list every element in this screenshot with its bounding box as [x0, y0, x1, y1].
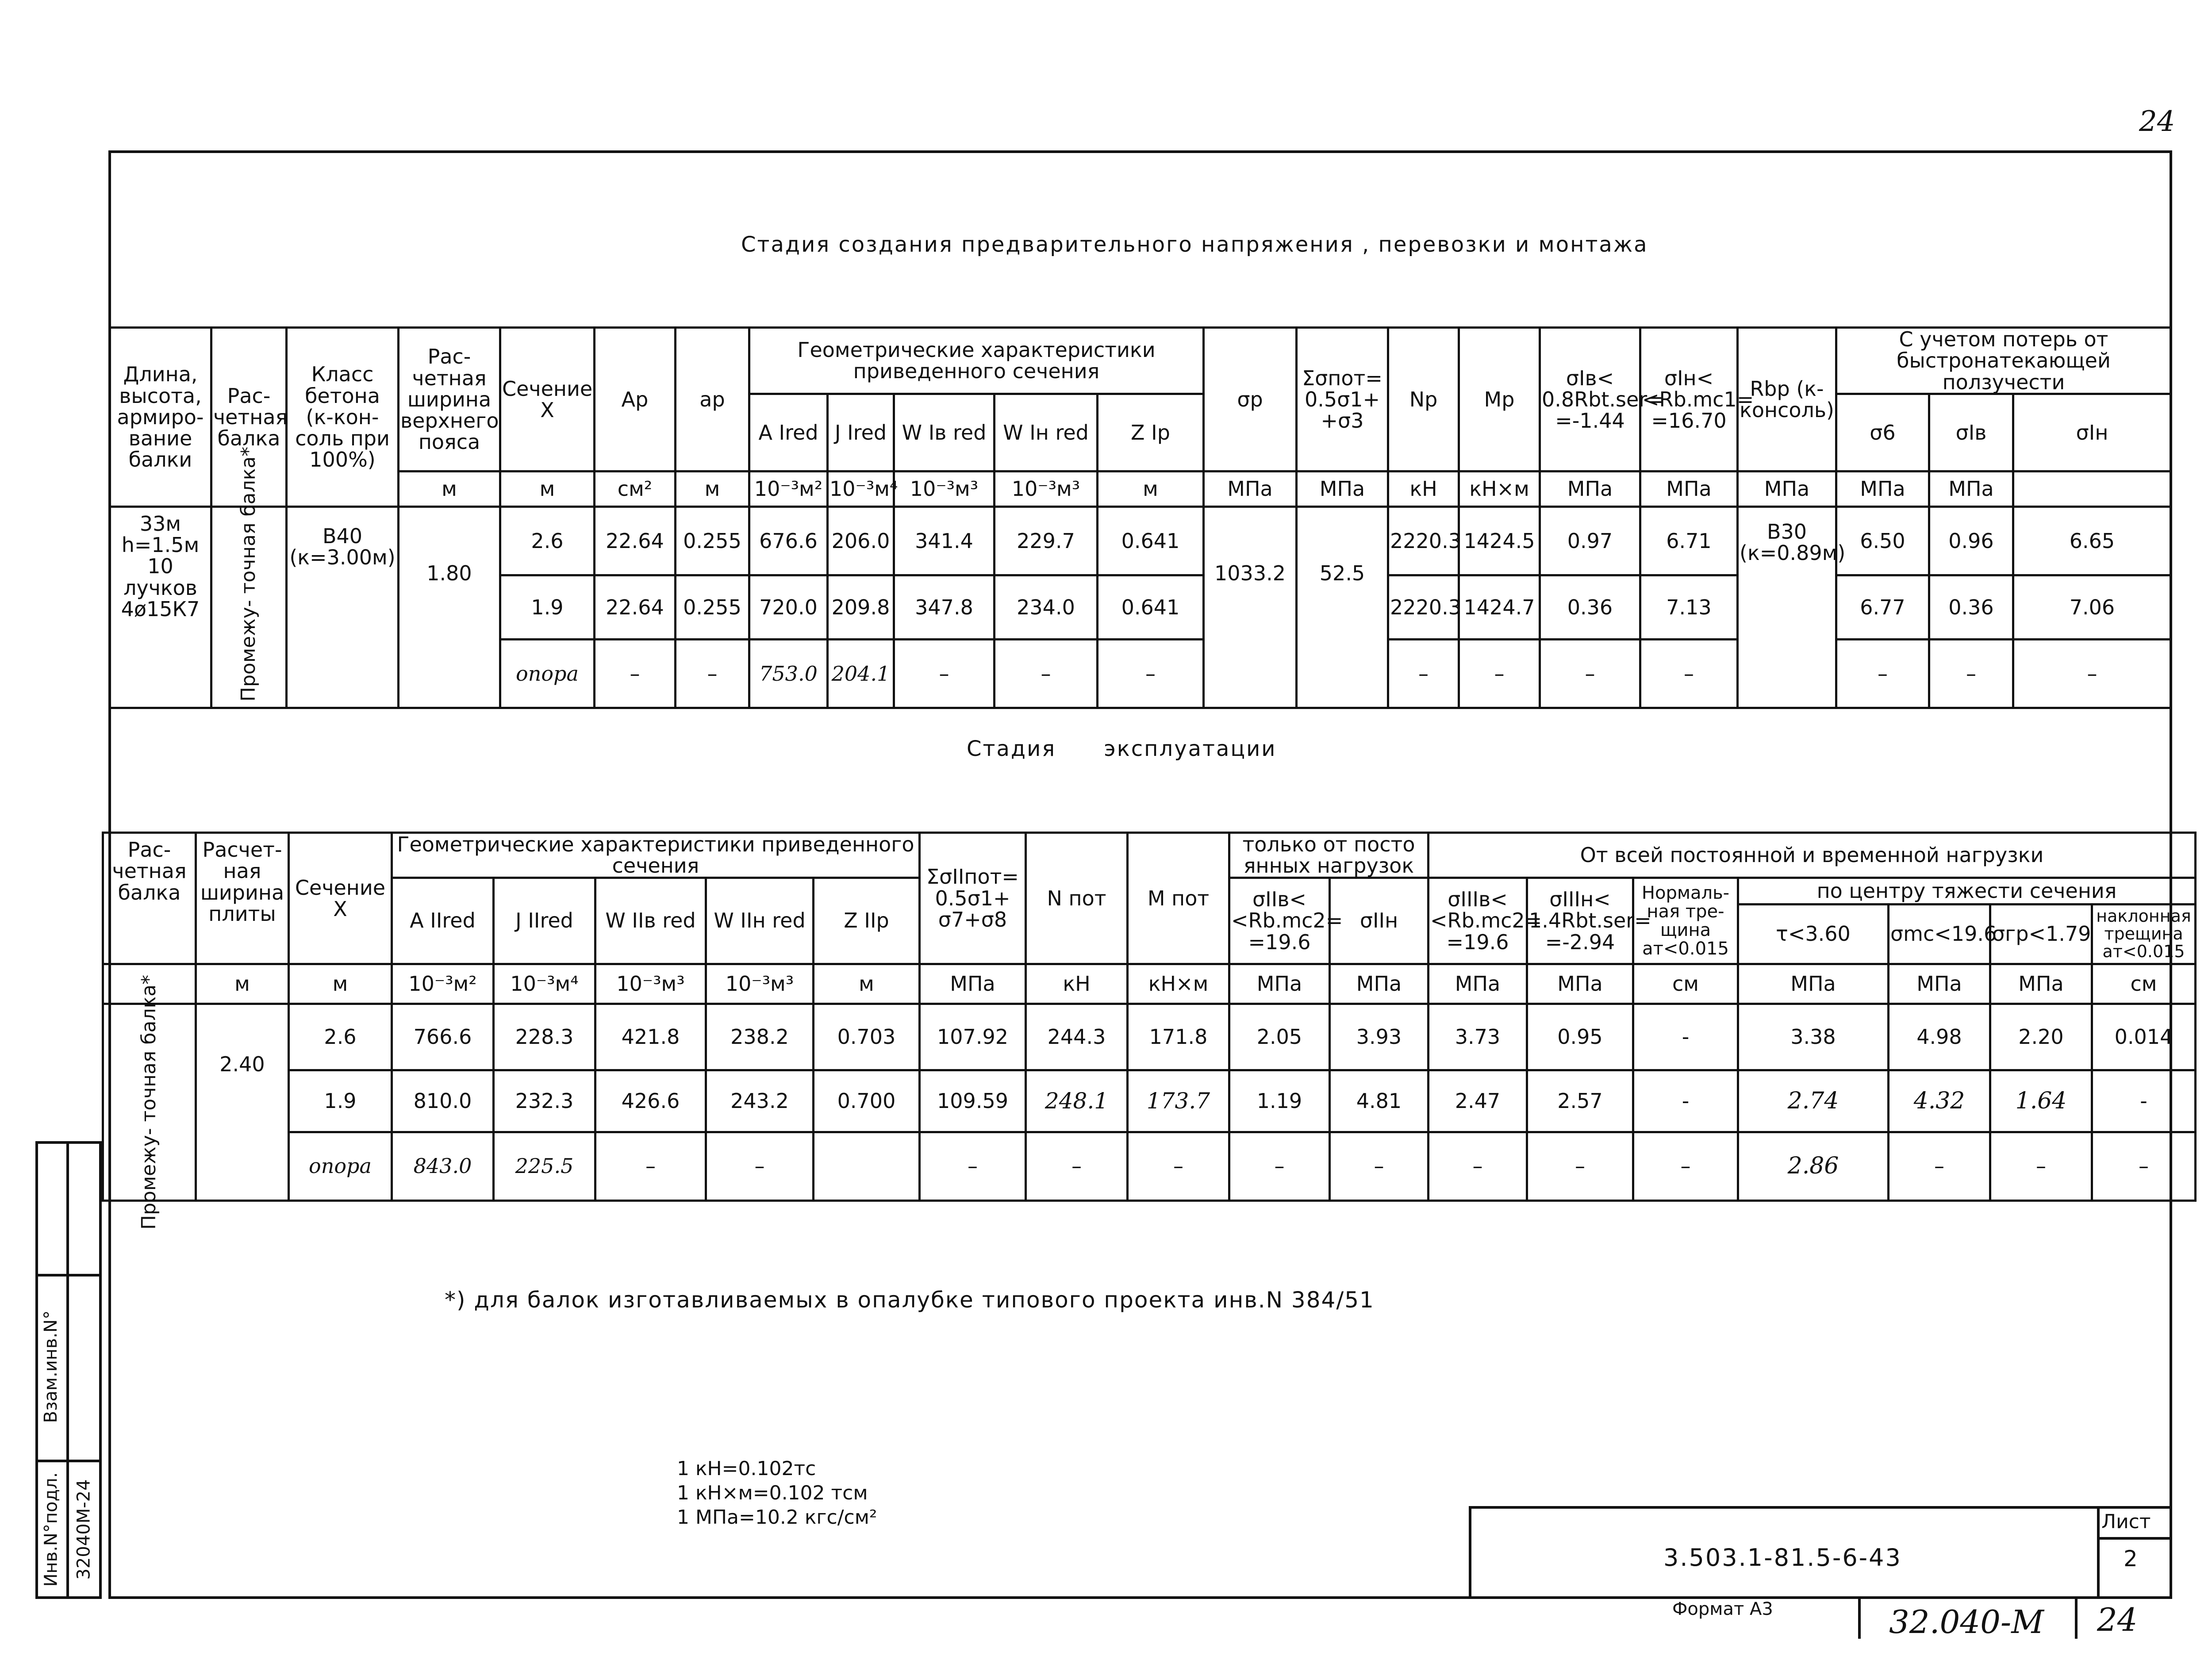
stage2-title: Стадия эксплуатации	[967, 736, 1277, 761]
side-inv: Инв.N°подл.	[41, 1472, 61, 1587]
cell: 228.3	[494, 1004, 595, 1070]
cell: опора	[500, 639, 595, 708]
cell: –	[1388, 639, 1459, 708]
unit-cell: МПа	[1540, 471, 1640, 506]
stage1-title: Стадия создания предварительного напряжения , перевозки и монтажа	[741, 232, 1648, 257]
cell: –	[995, 639, 1098, 708]
cell: –	[1459, 639, 1540, 708]
table-row	[103, 1070, 2196, 1132]
unit-cell: м	[289, 964, 392, 1004]
stage1-table	[108, 326, 2172, 709]
unit-cell: см	[1633, 964, 1738, 1004]
hdr2-beam: Рас- четная балка	[103, 833, 196, 964]
cell: 810.0	[392, 1070, 494, 1132]
cell: –	[920, 1132, 1026, 1200]
cell: 0.255	[676, 575, 749, 639]
cell: 0.700	[814, 1070, 920, 1132]
unit-cell: 10⁻³м⁴	[494, 964, 595, 1004]
hdr2-section: Сечение X	[289, 833, 392, 964]
unit-cell: кН×м	[1128, 964, 1229, 1004]
hdr2-npot: N пот	[1026, 833, 1128, 964]
cell: 244.3	[1026, 1004, 1128, 1070]
unit-cell: МПа	[1229, 964, 1330, 1004]
concrete-val: В40 (к=3.00м)	[287, 506, 399, 639]
cell	[814, 1132, 920, 1200]
hdr2-perm-sb: σIIв< <Rb.mc2= =19.6	[1229, 878, 1330, 964]
hdr2-sgr: σгр<1.79	[1990, 904, 2092, 964]
hdr2-ared: A IIred	[392, 878, 494, 964]
hdr-rbp: Rbр (к-консоль)	[1738, 328, 1836, 472]
unit-cell: м	[814, 964, 920, 1004]
width2-val: 2.40	[196, 1004, 289, 1200]
cell: 229.7	[995, 506, 1098, 575]
unit-cell: МПа	[1836, 471, 1929, 506]
stamp-sheet: 2	[2124, 1546, 2138, 1572]
cell: –	[1889, 1132, 1990, 1200]
hdr-zp: Z Iр	[1098, 394, 1204, 471]
beam-type	[211, 446, 287, 708]
cell: –	[706, 1132, 814, 1200]
unit-cell: МПа	[1738, 471, 1836, 506]
conversion-line: 1 кН×м=0.102 тсм	[677, 1482, 868, 1504]
unit-cell: МПа	[1889, 964, 1990, 1004]
unit-cell: 10⁻³м³	[706, 964, 814, 1004]
empty-cell	[1297, 639, 1388, 708]
cell: –	[1633, 1132, 1738, 1200]
cell: 225.5	[494, 1132, 595, 1200]
hdr-geom: Геометрические характеристики приведенного сечения	[749, 328, 1204, 394]
cell: 232.3	[494, 1070, 595, 1132]
hdr-wred-n: W Iн red	[995, 394, 1098, 471]
unit-cell: кН	[1026, 964, 1128, 1004]
cell: –	[1929, 639, 2013, 708]
hdr-sum-sigma: Σσпот= 0.5σ1+ +σ3	[1297, 328, 1388, 472]
cell: 2.57	[1527, 1070, 1633, 1132]
stamp-sheet-label: Лист	[2101, 1510, 2151, 1533]
cell: 22.64	[595, 506, 676, 575]
hdr-ared: A Ired	[749, 394, 828, 471]
cell: 0.703	[814, 1004, 920, 1070]
beam-type-2-label: Промежу- точная балка*	[138, 974, 161, 1230]
cell: 2.86	[1738, 1132, 1889, 1200]
cell: 347.8	[894, 575, 995, 639]
bottom-page: 24	[2097, 1601, 2138, 1638]
cell: 0.96	[1929, 506, 2013, 575]
cell: 421.8	[595, 1004, 706, 1070]
hdr2-sum-sigma: ΣσIIпот= 0.5σ1+ σ7+σ8	[920, 833, 1026, 964]
hdr2-tau: τ<3.60	[1738, 904, 1889, 964]
sigma-p-val: 1033.2	[1204, 506, 1297, 639]
unit-cell: 10⁻³м²	[392, 964, 494, 1004]
cell: –	[1229, 1132, 1330, 1200]
cell: 173.7	[1128, 1070, 1229, 1132]
cell: 2220.3	[1388, 575, 1459, 639]
unit-cell: МПа	[1429, 964, 1527, 1004]
cell: 2.05	[1229, 1004, 1330, 1070]
cell: 0.97	[1540, 506, 1640, 575]
empty-cell	[1204, 639, 1297, 708]
cell: –	[2092, 1132, 2196, 1200]
cell: 1.19	[1229, 1070, 1330, 1132]
hdr-a-p: aр	[676, 328, 749, 472]
cell: 171.8	[1128, 1004, 1229, 1070]
cell: 0.641	[1098, 575, 1204, 639]
unit-cell: 10⁻³м²	[749, 471, 828, 506]
unit-cell: МПа	[1527, 964, 1633, 1004]
cell: 243.2	[706, 1070, 814, 1132]
cell: 2.47	[1429, 1070, 1527, 1132]
cell: 6.65	[2013, 506, 2171, 575]
unit-cell: м	[399, 471, 500, 506]
cell: –	[1429, 1132, 1527, 1200]
cell: 2.6	[289, 1004, 392, 1070]
unit-cell: 10⁻³м³	[894, 471, 995, 506]
cell: 3.93	[1330, 1004, 1429, 1070]
cell: 4.32	[1889, 1070, 1990, 1132]
cell: –	[595, 1132, 706, 1200]
cell: –	[1128, 1132, 1229, 1200]
cell: 0.641	[1098, 506, 1204, 575]
width-val: 1.80	[399, 506, 500, 639]
cell: 234.0	[995, 575, 1098, 639]
table-row	[110, 506, 2171, 575]
cell: –	[1026, 1132, 1128, 1200]
cell: 7.06	[2013, 575, 2171, 639]
hdr-ap: Aр	[595, 328, 676, 472]
cell: –	[1527, 1132, 1633, 1200]
hdr-wred-b: W Iв red	[894, 394, 995, 471]
hdr2-perm-only: только от посто янных нагрузок	[1229, 833, 1429, 878]
hdr-section: Сечение X	[500, 328, 595, 472]
stamp-code: 3.503.1-81.5-6-43	[1663, 1544, 1902, 1572]
unit-cell: см²	[595, 471, 676, 506]
cell: 1.64	[1990, 1070, 2092, 1132]
cell: -	[2092, 1070, 2196, 1132]
empty-cell	[1738, 639, 1836, 708]
empty-cell	[399, 639, 500, 708]
cell: 4.81	[1330, 1070, 1429, 1132]
empty-cell	[287, 639, 399, 708]
stage2-table	[102, 832, 2197, 1230]
hdr2-sb3: σIIIв< <Rb.mc2= =19.6	[1429, 878, 1527, 964]
hdr2-wred-n: W IIн red	[706, 878, 814, 964]
cell: 0.36	[1540, 575, 1640, 639]
rbp-val: В30 (к=0.89м)	[1738, 506, 1836, 639]
hdr-jred: J Ired	[828, 394, 894, 471]
hdr2-all-loads: От всей постоянной и временной нагрузки	[1429, 833, 2196, 878]
beam-type-2	[103, 974, 196, 1230]
hdr-sigma-b: σIв< 0.8Rbt.ser= =-1.44	[1540, 328, 1640, 472]
cell: –	[894, 639, 995, 708]
table-row	[103, 1132, 2196, 1200]
bottom-code: 32.040-М	[1889, 1603, 2044, 1641]
side-vzam: Взам.инв.N°	[41, 1310, 61, 1423]
cell: 22.64	[595, 575, 676, 639]
cell: –	[1836, 639, 1929, 708]
hdr-beam: Рас- четная балка	[211, 328, 287, 507]
unit-cell: см	[2092, 964, 2196, 1004]
unit-cell: 10⁻³м³	[995, 471, 1098, 506]
hdr-sn: σIн	[2013, 394, 2171, 471]
cell: 206.0	[828, 506, 894, 575]
hdr-losses: С учетом потерь от быстронатекающей ползучести	[1836, 328, 2171, 394]
cell: 0.014	[2092, 1004, 2196, 1070]
hdr2-perm-sn: σIIн	[1330, 878, 1429, 964]
side-inv-val: 32040М-24	[74, 1479, 94, 1580]
beam-type-label: Промежу- точная балка*	[237, 446, 260, 702]
cell: –	[676, 639, 749, 708]
cell: 2.74	[1738, 1070, 1889, 1132]
cell: –	[1990, 1132, 2092, 1200]
unit-cell: м	[1098, 471, 1204, 506]
cell: 6.77	[1836, 575, 1929, 639]
cell: –	[1098, 639, 1204, 708]
unit-cell: МПа	[1640, 471, 1738, 506]
hdr-width: Рас- четная ширина верхнего пояса	[399, 328, 500, 472]
page-number-top: 24	[2139, 105, 2175, 138]
hdr2-width: Расчет- ная ширина плиты	[196, 833, 289, 964]
cell: 107.92	[920, 1004, 1026, 1070]
hdr-mp: Mр	[1459, 328, 1540, 472]
hdr2-center: по центру тяжести сечения	[1738, 878, 2196, 904]
hdr2-wred-b: W IIв red	[595, 878, 706, 964]
cell: 1.9	[289, 1070, 392, 1132]
cell: -	[1633, 1004, 1738, 1070]
unit-cell: МПа	[1990, 964, 2092, 1004]
unit-cell: м	[196, 964, 289, 1004]
cell: 248.1	[1026, 1070, 1128, 1132]
hdr2-jred: J IIred	[494, 878, 595, 964]
hdr-length: Длина, высота, армиро- вание балки	[110, 328, 211, 507]
unit-cell: МПа	[1297, 471, 1388, 506]
cell: 109.59	[920, 1070, 1026, 1132]
cell: –	[1640, 639, 1738, 708]
table-row	[110, 639, 2171, 708]
cell: –	[1330, 1132, 1429, 1200]
hdr2-crack-n: Нормаль- ная тре- щина aт<0.015	[1633, 878, 1738, 964]
hdr-sb: σIв	[1929, 394, 2013, 471]
cell: 753.0	[749, 639, 828, 708]
cell: -	[1633, 1070, 1738, 1132]
cell: 676.6	[749, 506, 828, 575]
cell: 6.50	[1836, 506, 1929, 575]
unit-cell: МПа	[920, 964, 1026, 1004]
empty-cell	[110, 639, 211, 708]
hdr2-zp: Z IIр	[814, 878, 920, 964]
cell: 2.20	[1990, 1004, 2092, 1070]
hdr2-crack-incl: наклонная трещина aт<0.015	[2092, 904, 2196, 964]
cell: 238.2	[706, 1004, 814, 1070]
conversion-line: 1 кН=0.102тс	[677, 1457, 816, 1480]
cell: 6.71	[1640, 506, 1738, 575]
hdr2-smc: σmc<19.6	[1889, 904, 1990, 964]
cell: 2220.3	[1388, 506, 1459, 575]
cell: –	[595, 639, 676, 708]
unit-cell: кН	[1388, 471, 1459, 506]
unit-cell: 10⁻³м³	[595, 964, 706, 1004]
unit-cell: МПа	[1929, 471, 2013, 506]
cell: 3.38	[1738, 1004, 1889, 1070]
cell: 2.6	[500, 506, 595, 575]
footnote: *) для балок изготавливаемых в опалубке типового проекта инв.N 384/51	[445, 1287, 1375, 1313]
cell: опора	[289, 1132, 392, 1200]
cell: –	[2013, 639, 2171, 708]
table-row	[103, 1004, 2196, 1070]
unit-cell: м	[500, 471, 595, 506]
cell: 4.98	[1889, 1004, 1990, 1070]
hdr2-geom: Геометрические характеристики приведенного сечения	[392, 833, 920, 878]
hdr-np: Nр	[1388, 328, 1459, 472]
cell: 1424.7	[1459, 575, 1540, 639]
cell: 766.6	[392, 1004, 494, 1070]
cell: 0.255	[676, 506, 749, 575]
unit-cell: м	[676, 471, 749, 506]
cell: 426.6	[595, 1070, 706, 1132]
format-label: Формат А3	[1672, 1599, 1773, 1619]
cell: 0.95	[1527, 1004, 1633, 1070]
cell: 204.1	[828, 639, 894, 708]
sum-sigma-val: 52.5	[1297, 506, 1388, 639]
cell: 1.9	[500, 575, 595, 639]
conversion-line: 1 МПа=10.2 кгс/см²	[677, 1506, 877, 1529]
beam-desc: 33м h=1.5м 10 лучков 4ø15К7	[110, 506, 211, 639]
unit-cell: МПа	[1204, 471, 1297, 506]
cell: 3.73	[1429, 1004, 1527, 1070]
hdr-sigma-p: σр	[1204, 328, 1297, 472]
cell: 7.13	[1640, 575, 1738, 639]
hdr2-sn3: σIIIн< 1.4Rbt.ser= =-2.94	[1527, 878, 1633, 964]
unit-cell: 10⁻³м⁴	[828, 471, 894, 506]
unit-cell: МПа	[1738, 964, 1889, 1004]
cell: 0.36	[1929, 575, 2013, 639]
hdr-s6: σ6	[1836, 394, 1929, 471]
hdr2-mpot: M пот	[1128, 833, 1229, 964]
cell: 1424.5	[1459, 506, 1540, 575]
cell: 720.0	[749, 575, 828, 639]
cell: 843.0	[392, 1132, 494, 1200]
hdr-sigma-n: σIн< <Rb.mc1= =16.70	[1640, 328, 1738, 472]
unit-cell: кН×м	[1459, 471, 1540, 506]
hdr-concrete: Класс бетона (к-кон- соль при 100%)	[287, 328, 399, 507]
cell: 209.8	[828, 575, 894, 639]
cell: 341.4	[894, 506, 995, 575]
unit-cell: МПа	[1330, 964, 1429, 1004]
cell: –	[1540, 639, 1640, 708]
